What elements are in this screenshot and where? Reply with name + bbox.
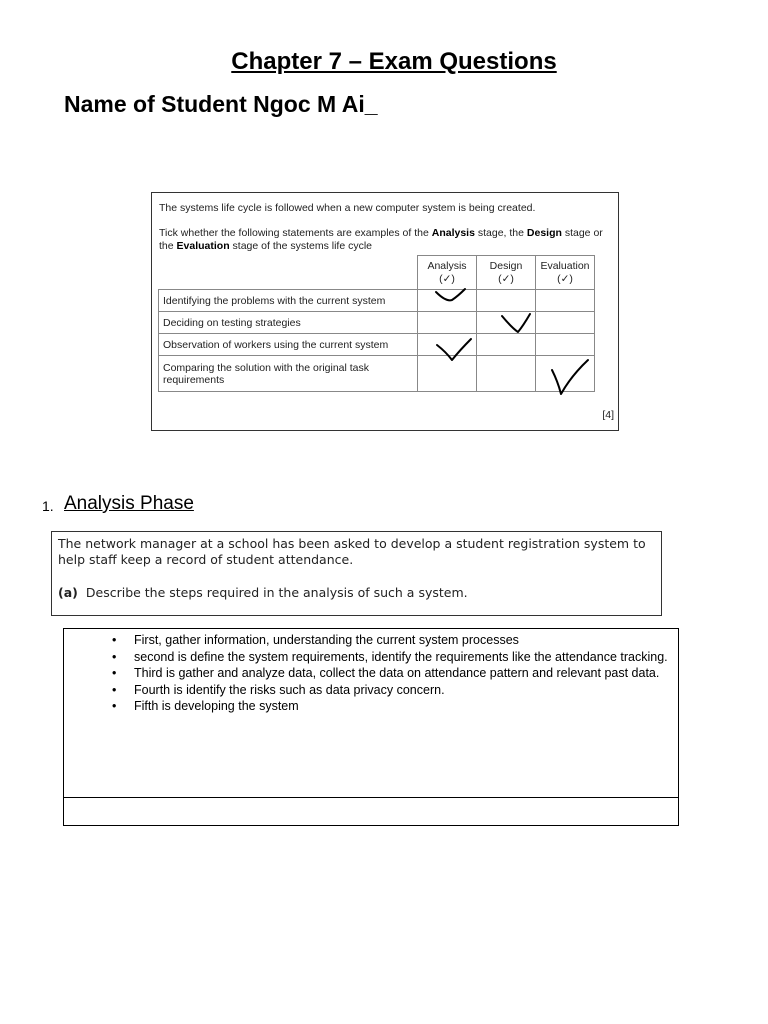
instruction-prefix: Tick whether the following statements are examples of the: [159, 227, 432, 239]
checkmark-icon: [502, 314, 530, 332]
part-a-question: [58, 585, 468, 600]
instruction-mid2: stage or the: [159, 227, 603, 252]
checkmark-icon: [436, 289, 465, 300]
instruction-mid1: stage, the: [474, 227, 527, 239]
section-number: 1.: [42, 498, 54, 514]
list-item: • second is define the system requirements, identify the requirements like the attendance tracking.: [134, 649, 669, 666]
answer-divider: [64, 797, 678, 798]
checkmark-icon: [552, 360, 588, 394]
analysis-bold: Analysis: [431, 227, 475, 239]
marks-label: [4]: [602, 409, 614, 421]
statement: Observation of workers using the current system: [159, 334, 418, 356]
statement: Deciding on testing strategies: [159, 312, 418, 334]
list-item: • Fifth is developing the system: [134, 698, 669, 715]
list-item: • First, gather information, understanding the current system processes: [134, 632, 669, 649]
scenario-text: The network manager at a school has been asked to develop a student registration system to help staff keep a record of student attendance.: [58, 536, 646, 567]
list-item: • Fourth is identify the risks such as data privacy concern.: [134, 682, 669, 699]
col-evaluation: Evaluation (✓): [536, 256, 595, 290]
design-bold: Design: [526, 227, 562, 239]
section-title: Analysis Phase: [64, 493, 194, 514]
part-a-text: Describe the steps required in the analysis of such a system.: [85, 585, 468, 600]
col-analysis: Analysis (✓): [418, 256, 477, 290]
page-title: Chapter 7 – Exam Questions: [231, 48, 557, 75]
instruction-suffix: stage of the systems life cycle: [229, 240, 373, 252]
question-intro: The systems life cycle is followed when a new computer system is being created.: [159, 202, 536, 214]
part-a-label: (a): [58, 585, 78, 600]
answer-box[interactable]: [63, 628, 679, 826]
statement: Identifying the problems with the current system: [159, 290, 418, 312]
col-design: Design (✓): [477, 256, 536, 290]
student-name: Name of Student Ngoc M Ai_: [64, 91, 378, 117]
evaluation-bold: Evaluation: [176, 240, 230, 252]
checkmark-icon: [437, 339, 471, 360]
scenario-box: [51, 531, 662, 616]
list-item: • Third is gather and analyze data, collect the data on attendance pattern and relevant past data.: [134, 665, 669, 682]
answer-list: [134, 632, 669, 715]
statement: Comparing the solution with the original task requirements: [159, 356, 418, 392]
